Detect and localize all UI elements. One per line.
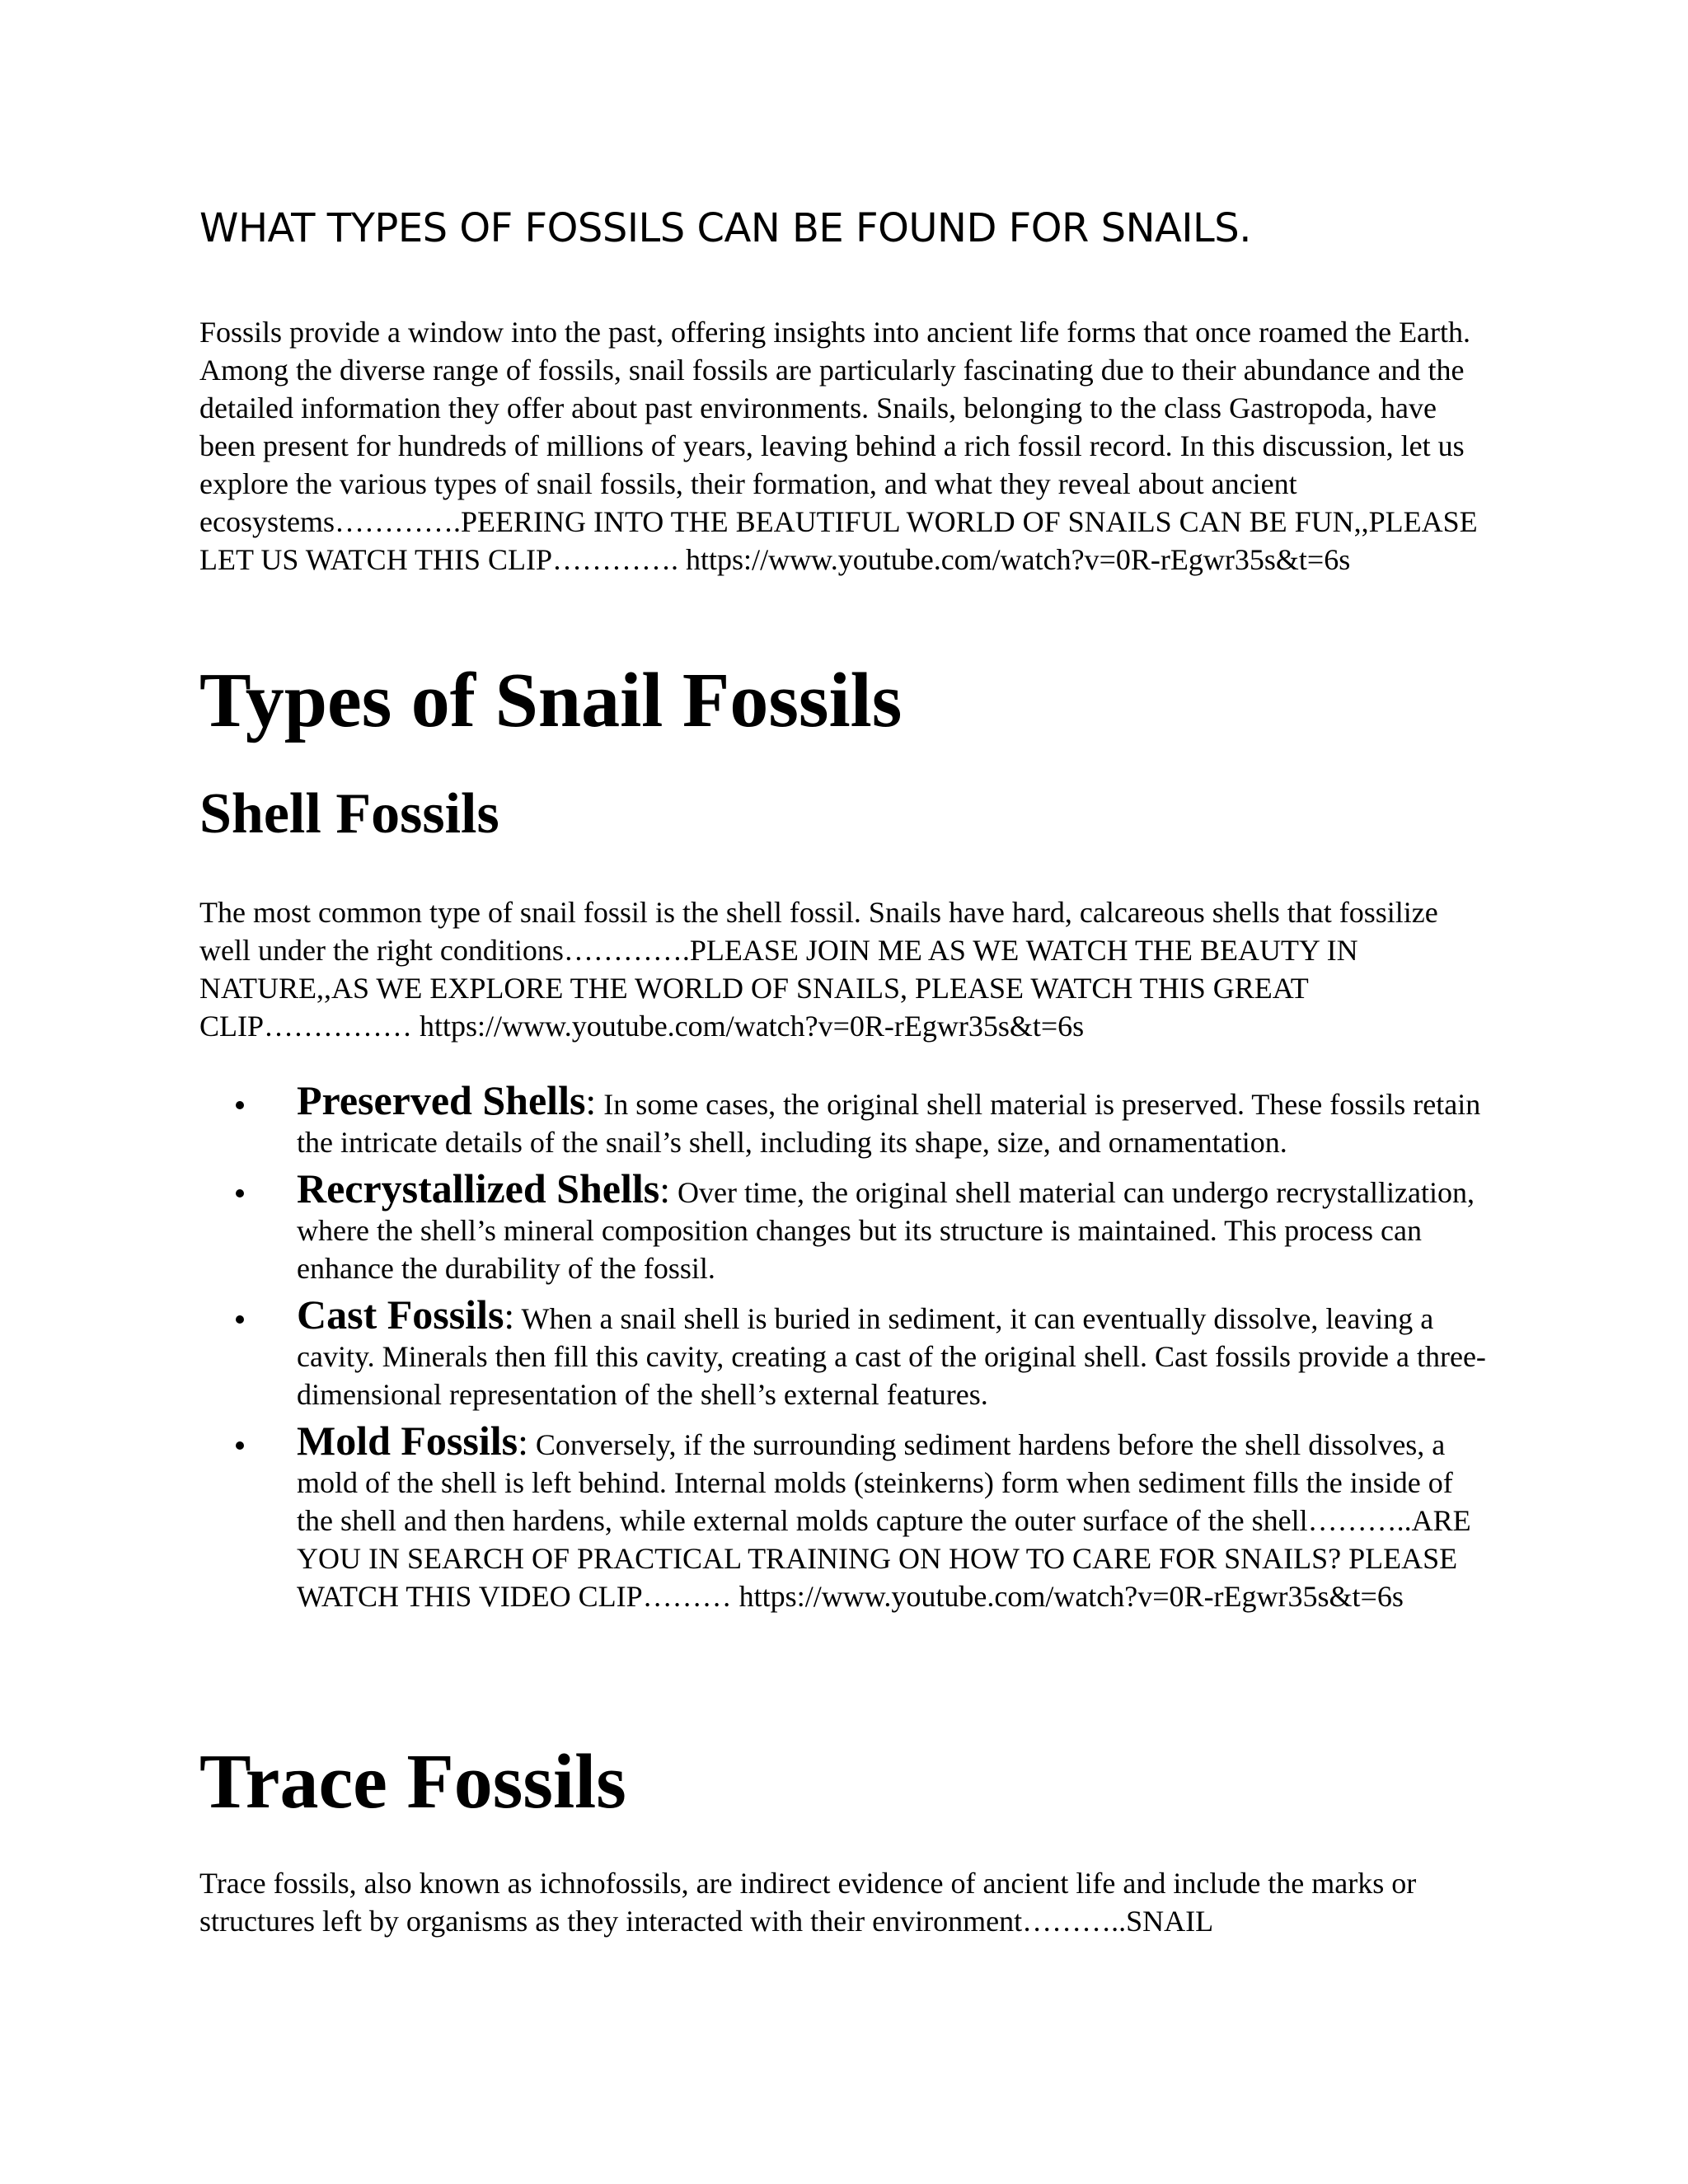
list-item-mold-fossils [199,1418,1493,1615]
shell-fossils-paragraph: The most common type of snail fossil is the shell fossil. Snails have hard, calcareous shells that fossilize well under the right conditions………….PLEASE JOIN ME AS WE WATCH THE BEAUTY IN NATURE,,AS WE EXPLORE THE WORLD OF SNAILS, PLEASE WATCH THIS GREAT CLIP…………… https://www.youtube.com/watch?v=0R-rEgwr35s&t=6s [199,896,1438,1043]
list-item-term: Mold Fossils [297,1418,518,1464]
list-item-text: Conversely, if the surrounding sediment hardens before the shell dissolves, a mold of the shell is left behind. Internal molds (steinkerns) form when sediment fills the inside of the shell and then hardens, while external molds capture the outer surface of the shell………..ARE YOU IN SEARCH OF PRACTICAL TRAINING ON HOW TO CARE FOR SNAILS? PLEASE WATCH THIS VIDEO CLIP……… https://www.youtube.com/watch?v=0R-rEgwr35s&t=6s [297,1428,1471,1613]
list-item-text: When a snail shell is buried in sediment, it can eventually dissolve, leaving a cavity. Minerals then fill this cavity, creating a cast of the original shell. Cast fossils provide a three-dimensional representation of the shell’s external features. [297,1302,1486,1411]
heading-trace-fossils: Trace Fossils [199,1739,626,1825]
list-item-term: Cast Fossils [297,1291,504,1338]
list-item-colon: : [659,1169,670,1211]
trace-fossils-paragraph: Trace fossils, also known as ichnofossils, are indirect evidence of ancient life and include the marks or structures left by organisms as they interacted with their environment………..SNAIL [199,1867,1417,1938]
list-item-text: In some cases, the original shell material is preserved. These fossils retain the intricate details of the snail’s shell, including its shape, size, and ornamentation. [297,1088,1481,1159]
list-item-preserved-shells [199,1077,1493,1161]
list-item-text: Over time, the original shell material can undergo recrystallization, where the shell’s mineral composition changes but its structure is maintained. This process can enhance the durability of the fossil. [297,1176,1475,1285]
list-item-recrystallized-shells [199,1165,1493,1287]
heading-shell-fossils: Shell Fossils [199,782,499,846]
list-item-colon: : [504,1295,515,1337]
list-item-term: Preserved Shells [297,1077,586,1123]
bullet-icon [236,1189,244,1197]
intro-paragraph: Fossils provide a window into the past, offering insights into ancient life forms that once roamed the Earth. Among the diverse range of fossils, snail fossils are particularly fascinating due to their abundance and the detailed information they offer about past environments. Snails, belonging to the class Gastropoda, have been present for hundreds of millions of years, leaving behind a rich fossil record. In this discussion, let us explore the various types of snail fossils, their formation, and what they reveal about ancient ecosystems………….PEERING INTO THE BEAUTIFUL WORLD OF SNAILS CAN BE FUN,,PLEASE LET US WATCH THIS CLIP…………. https://www.youtube.com/watch?v=0R-rEgwr35s&t=6s [199,316,1478,576]
fossil-types-list [199,1077,1493,1624]
list-item-term: Recrystallized Shells [297,1165,660,1212]
bullet-icon [236,1441,244,1450]
document-title: WHAT TYPES OF FOSSILS CAN BE FOUND FOR SNAILS. [199,205,1251,251]
list-item-colon: : [585,1080,597,1122]
list-item-cast-fossils [199,1291,1493,1413]
heading-types-of-snail-fossils: Types of Snail Fossils [199,658,903,743]
list-item-colon: : [518,1421,528,1463]
bullet-icon [236,1101,244,1109]
bullet-icon [236,1315,244,1324]
